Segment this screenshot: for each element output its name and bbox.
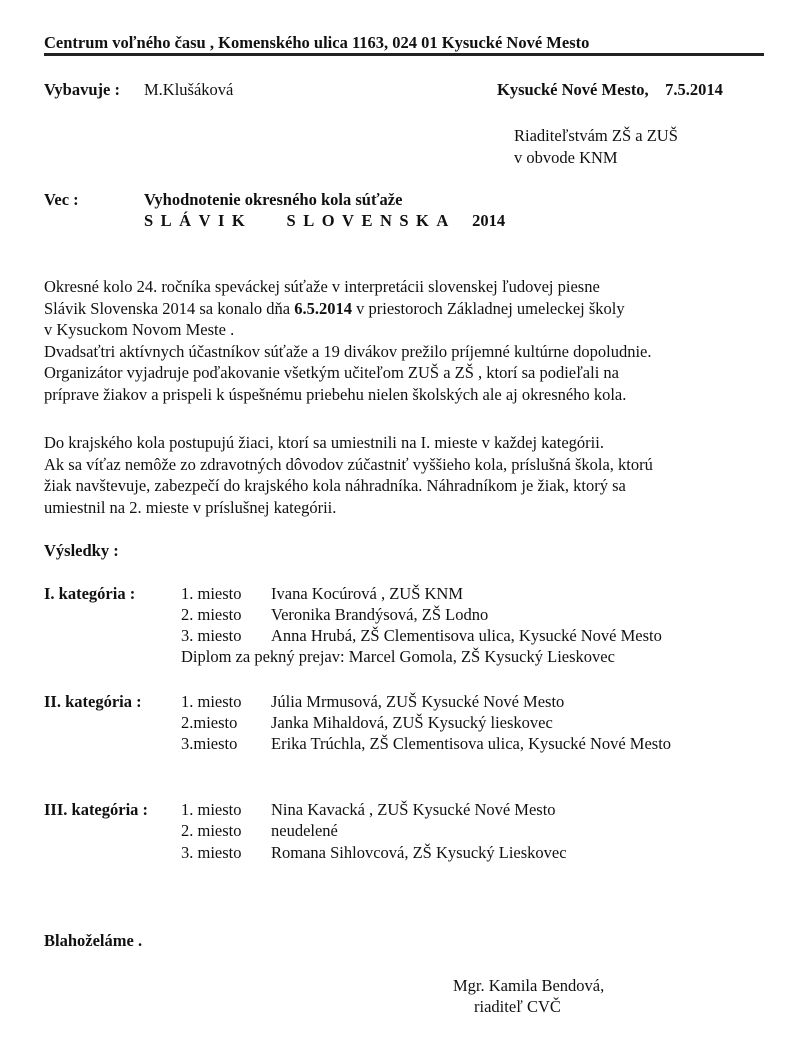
body-paragraph-2 xyxy=(44,432,764,518)
category-2-place: 1. miesto xyxy=(181,692,242,711)
category-2-place: 3.miesto xyxy=(181,734,238,753)
paragraph-line: príprave žiakov a prispeli k úspešnému priebehu nielen školských ale aj okresného kola. xyxy=(44,384,627,404)
subject-line-1: Vyhodnotenie okresného kola súťaže xyxy=(144,190,403,209)
category-1-name: Ivana Kocúrová , ZUŠ KNM xyxy=(271,584,463,603)
paragraph-line: žiak navštevuje, zabezpečí do krajského kola náhradníka. Náhradníkom je žiak, ktorý sa xyxy=(44,476,626,495)
vybavuje-name: M.Klušáková xyxy=(144,80,234,99)
closing-greeting: Blahoželáme . xyxy=(44,931,143,950)
category-3-name: neudelené xyxy=(271,821,338,840)
subject-label: Vec : xyxy=(44,190,79,209)
organization-header: Centrum voľného času , Komenského ulica 1163, 024 01 Kysucké Nové Mesto xyxy=(44,33,590,52)
category-1-place: 2. miesto xyxy=(181,605,242,624)
category-2-label: II. kategória : xyxy=(44,692,142,711)
paragraph-line: Dvadsaťtri aktívnych účastníkov súťaže a 19 divákov prežilo príjemné kultúrne dopoludnie. xyxy=(44,341,652,361)
vybavuje-label: Vybavuje : xyxy=(44,80,120,99)
event-date: 6.5.2014 xyxy=(294,298,352,318)
category-1-place: 3. miesto xyxy=(181,626,242,645)
recipient-line: Riaditeľstvám ZŠ a ZUŠ xyxy=(514,126,678,145)
recipient-block xyxy=(514,125,678,169)
signature-name: Mgr. Kamila Bendová, xyxy=(453,976,605,995)
header-divider xyxy=(44,53,764,56)
text-span: v priestoroch Základnej umeleckej školy xyxy=(351,298,625,318)
paragraph-line: Do krajského kola postupujú žiaci, ktorí sa umiestnili na I. mieste v každej kategórii. xyxy=(44,433,604,452)
paragraph-line: Organizátor vyjadruje poďakovanie všetkým učiteľom ZUŠ a ZŠ , ktorí sa podieľali na xyxy=(44,363,620,382)
paragraph-line xyxy=(44,298,764,320)
subject-line-2 xyxy=(144,211,505,231)
signature-title: riaditeľ CVČ xyxy=(474,997,561,1016)
category-3-place: 1. miesto xyxy=(181,800,242,819)
recipient-line: v obvode KNM xyxy=(514,148,618,167)
subject-year: 2014 xyxy=(472,211,506,230)
category-3-label: III. kategória : xyxy=(44,800,149,819)
results-heading: Výsledky : xyxy=(44,541,119,560)
category-1-label: I. kategória : xyxy=(44,584,136,603)
category-3-name: Nina Kavacká , ZUŠ Kysucké Nové Mesto xyxy=(271,800,556,819)
paragraph-line: v Kysuckom Novom Meste . xyxy=(44,320,235,339)
category-3-place: 3. miesto xyxy=(181,843,242,862)
category-2-name: Janka Mihaldová, ZUŠ Kysucký lieskovec xyxy=(271,713,553,732)
diploma-line: Diplom za pekný prejav: Marcel Gomola, ZŠ Kysucký Lieskovec xyxy=(181,647,615,666)
category-1-place: 1. miesto xyxy=(181,584,242,603)
category-1-name: Anna Hrubá, ZŠ Clementisova ulica, Kysucké Nové Mesto xyxy=(271,626,662,645)
category-2-name: Júlia Mrmusová, ZUŠ Kysucké Nové Mesto xyxy=(271,692,565,711)
category-2-name: Erika Trúchla, ZŠ Clementisova ulica, Kysucké Nové Mesto xyxy=(271,734,672,753)
category-3-name: Romana Sihlovcová, ZŠ Kysucký Lieskovec xyxy=(271,843,567,862)
text-span: Slávik Slovenska 2014 sa konalo dňa xyxy=(44,298,295,318)
paragraph-line: Ak sa víťaz nemôže zo zdravotných dôvodov zúčastniť vyššieho kola, príslušná škola, ktorú xyxy=(44,454,653,474)
category-2-place: 2.miesto xyxy=(181,713,238,732)
paragraph-line: umiestnil na 2. mieste v príslušnej kategórii. xyxy=(44,497,337,517)
category-3-place: 2. miesto xyxy=(181,821,242,840)
place-date: Kysucké Nové Mesto, 7.5.2014 xyxy=(497,80,723,99)
subject-word-slovenska: SLOVENSKA xyxy=(286,211,456,230)
paragraph-line: Okresné kolo 24. ročníka speváckej súťaže v interpretácii slovenskej ľudovej piesne xyxy=(44,277,600,296)
category-1-name: Veronika Brandýsová, ZŠ Lodno xyxy=(271,605,489,624)
subject-word-slavik: SLÁVIK xyxy=(144,211,253,230)
body-paragraph-1 xyxy=(44,276,764,405)
